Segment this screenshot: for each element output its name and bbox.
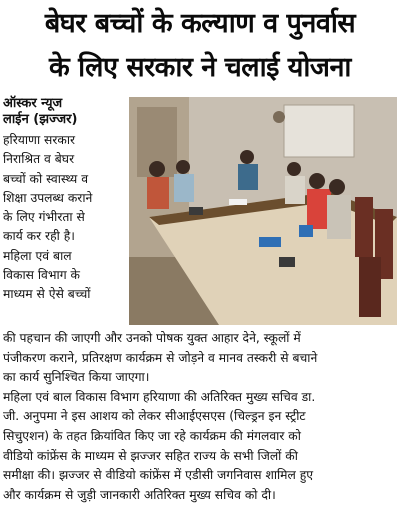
article-body-text (3, 329, 397, 505)
table-item (279, 257, 295, 267)
wall-plaque (284, 105, 354, 157)
person-head (309, 173, 325, 189)
table-item (299, 225, 313, 237)
body-line: और कार्यक्रम से जुड़ी जानकारी अतिरिक्त मुख्य सचिव को दी। (3, 487, 276, 502)
column-line: माध्यम से ऐसे बच्चों (3, 287, 91, 302)
body-line: का कार्य सुनिश्चित किया जाएगा। (3, 370, 150, 385)
person-body (285, 176, 305, 204)
person-body (147, 177, 169, 209)
person-body (238, 164, 258, 190)
person-head (329, 179, 345, 195)
table-item (229, 199, 247, 205)
wall-emblem (273, 111, 285, 123)
article-headline (0, 2, 400, 90)
meeting-photo-illustration (129, 97, 397, 325)
article-column-text (3, 131, 125, 305)
chair (359, 257, 381, 317)
column-line: शिक्षा उपलब्ध कराने (3, 190, 93, 205)
body-line: सिचुएशन) के तहत क्रियांवित किए जा रहे कार्यक्रम की मंगलवार को (3, 428, 301, 443)
table-item (189, 207, 203, 215)
meeting-photo (129, 97, 397, 325)
body-line: की पहचान की जाएगी और उनको पोषक युक्त आहार देने, स्कूलों में (3, 331, 301, 345)
column-line: निराश्रित व बेघर (3, 152, 75, 167)
column-line: हरियाणा सरकार (3, 133, 76, 147)
body-line: समीक्षा की। झज्जर से वीडियो कांफ्रेंस में एडीसी जगनिवास शामिल हुए (3, 468, 314, 483)
headline-line-2: के लिए सरकार ने चलाई योजना (49, 52, 351, 83)
body-line: वीडियो कांफ्रेंस के माध्यम से झज्जर सहित राज्य के सभी जिलों की (3, 448, 298, 463)
chair (355, 197, 373, 257)
person-body (174, 174, 194, 202)
column-line: बच्चों को स्वास्थ्य व (3, 171, 89, 186)
byline (3, 96, 125, 128)
headline-line-1: बेघर बच्चों के कल्याण व पुनर्वास (44, 8, 356, 39)
body-line: महिला एवं बाल विकास विभाग हरियाणा की अतिरिक्त मुख्य सचिव डा. (3, 389, 316, 404)
byline-line-2: लाईन (झज्जर) (3, 112, 78, 127)
byline-line-1: ऑस्कर न्यूज (3, 96, 63, 111)
person-body (327, 195, 351, 239)
body-line: जी. अनुपमा ने इस आशय को लेकर सीआईएसएस (चिल्ड्रन इन स्ट्रीट (3, 409, 306, 424)
column-line: महिला एवं बाल (3, 248, 72, 263)
column-line: विकास विभाग के (3, 268, 81, 283)
person-head (287, 162, 301, 176)
column-line: के लिए गंभीरता से (3, 210, 85, 225)
person-head (240, 150, 254, 164)
table-item (259, 237, 281, 247)
column-line: कार्य कर रही है। (3, 229, 75, 244)
body-line: पंजीकरण कराने, प्रतिरक्षण कार्यक्रम से जोड़ने व मानव तस्करी से बचाने (3, 350, 318, 365)
person-head (176, 160, 190, 174)
person-head (149, 161, 165, 177)
